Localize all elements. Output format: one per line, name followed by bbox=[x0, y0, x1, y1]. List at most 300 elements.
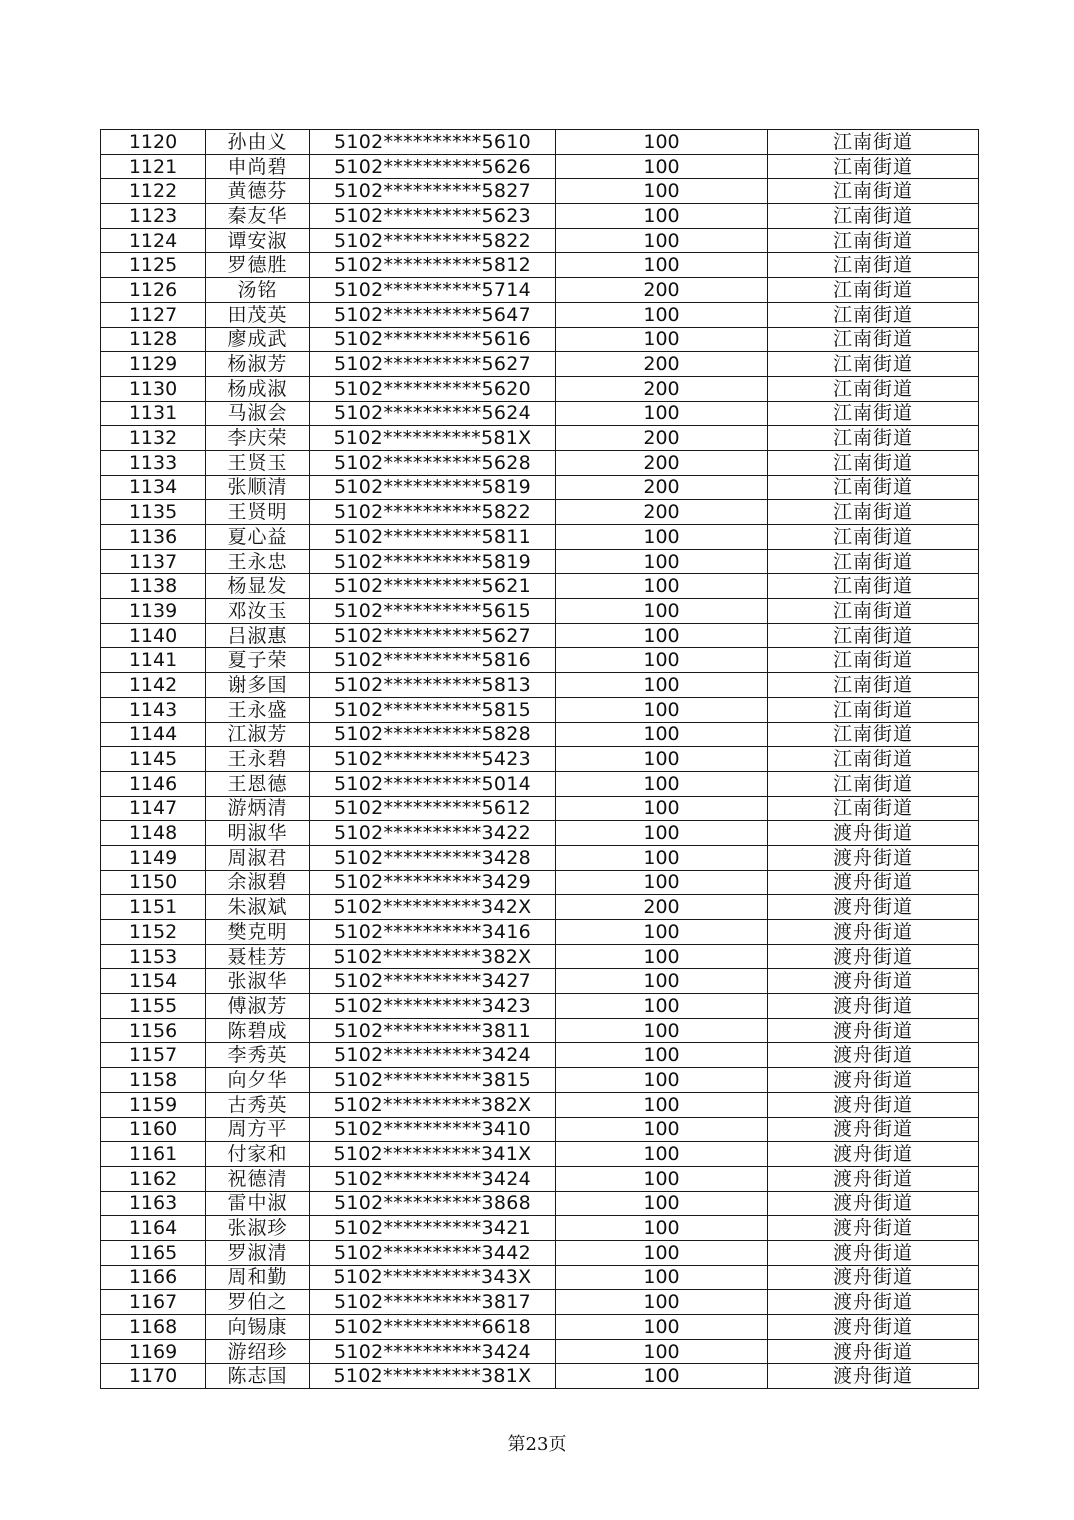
street-cell: 渡舟街道 bbox=[768, 1043, 979, 1068]
amount-cell: 100 bbox=[556, 747, 768, 772]
street-cell: 渡舟街道 bbox=[768, 920, 979, 945]
table-row bbox=[101, 673, 979, 698]
street-cell: 渡舟街道 bbox=[768, 1216, 979, 1241]
amount-cell: 100 bbox=[556, 623, 768, 648]
street-cell: 渡舟街道 bbox=[768, 994, 979, 1019]
row-number-cell: 1154 bbox=[101, 969, 206, 994]
name-cell: 王恩德 bbox=[206, 771, 310, 796]
table-row bbox=[101, 722, 979, 747]
amount-cell: 100 bbox=[556, 1364, 768, 1389]
name-cell: 周淑君 bbox=[206, 845, 310, 870]
name-cell: 祝德清 bbox=[206, 1166, 310, 1191]
table-row bbox=[101, 771, 979, 796]
id-number-cell: 5102**********5610 bbox=[310, 130, 556, 155]
street-cell: 江南街道 bbox=[768, 327, 979, 352]
row-number-cell: 1134 bbox=[101, 475, 206, 500]
table-row bbox=[101, 376, 979, 401]
name-cell: 罗淑清 bbox=[206, 1240, 310, 1265]
id-number-cell: 5102**********5828 bbox=[310, 722, 556, 747]
table-row bbox=[101, 179, 979, 204]
id-number-cell: 5102**********5822 bbox=[310, 500, 556, 525]
row-number-cell: 1129 bbox=[101, 352, 206, 377]
street-cell: 江南街道 bbox=[768, 599, 979, 624]
name-cell: 余淑碧 bbox=[206, 870, 310, 895]
id-number-cell: 5102**********3424 bbox=[310, 1043, 556, 1068]
amount-cell: 200 bbox=[556, 376, 768, 401]
id-number-cell: 5102**********5827 bbox=[310, 179, 556, 204]
row-number-cell: 1124 bbox=[101, 228, 206, 253]
street-cell: 渡舟街道 bbox=[768, 1290, 979, 1315]
name-cell: 陈碧成 bbox=[206, 1018, 310, 1043]
id-number-cell: 5102**********3868 bbox=[310, 1191, 556, 1216]
name-cell: 周和勤 bbox=[206, 1265, 310, 1290]
id-number-cell: 5102**********5815 bbox=[310, 697, 556, 722]
table-row bbox=[101, 204, 979, 229]
table-row bbox=[101, 1068, 979, 1093]
row-number-cell: 1136 bbox=[101, 525, 206, 550]
id-number-cell: 5102**********5628 bbox=[310, 450, 556, 475]
amount-cell: 100 bbox=[556, 1142, 768, 1167]
row-number-cell: 1165 bbox=[101, 1240, 206, 1265]
table-row bbox=[101, 796, 979, 821]
row-number-cell: 1157 bbox=[101, 1043, 206, 1068]
table-row bbox=[101, 599, 979, 624]
id-number-cell: 5102**********5816 bbox=[310, 648, 556, 673]
amount-cell: 100 bbox=[556, 1290, 768, 1315]
amount-cell: 100 bbox=[556, 944, 768, 969]
row-number-cell: 1139 bbox=[101, 599, 206, 624]
id-number-cell: 5102**********3815 bbox=[310, 1068, 556, 1093]
amount-cell: 100 bbox=[556, 228, 768, 253]
id-number-cell: 5102**********5014 bbox=[310, 771, 556, 796]
table-row bbox=[101, 697, 979, 722]
table-row bbox=[101, 500, 979, 525]
table-row bbox=[101, 401, 979, 426]
street-cell: 江南街道 bbox=[768, 352, 979, 377]
street-cell: 江南街道 bbox=[768, 278, 979, 303]
row-number-cell: 1122 bbox=[101, 179, 206, 204]
table-row bbox=[101, 1191, 979, 1216]
street-cell: 渡舟街道 bbox=[768, 1240, 979, 1265]
table-row bbox=[101, 327, 979, 352]
id-number-cell: 5102**********5624 bbox=[310, 401, 556, 426]
street-cell: 江南街道 bbox=[768, 302, 979, 327]
table-row bbox=[101, 253, 979, 278]
table-row bbox=[101, 228, 979, 253]
row-number-cell: 1168 bbox=[101, 1315, 206, 1340]
amount-cell: 100 bbox=[556, 599, 768, 624]
amount-cell: 100 bbox=[556, 302, 768, 327]
name-cell: 罗德胜 bbox=[206, 253, 310, 278]
id-number-cell: 5102**********5714 bbox=[310, 278, 556, 303]
id-number-cell: 5102**********5620 bbox=[310, 376, 556, 401]
id-number-cell: 5102**********5627 bbox=[310, 623, 556, 648]
row-number-cell: 1128 bbox=[101, 327, 206, 352]
id-number-cell: 5102**********581X bbox=[310, 426, 556, 451]
street-cell: 渡舟街道 bbox=[768, 821, 979, 846]
table-row bbox=[101, 623, 979, 648]
amount-cell: 100 bbox=[556, 920, 768, 945]
name-cell: 汤铭 bbox=[206, 278, 310, 303]
table-row bbox=[101, 1142, 979, 1167]
amount-cell: 100 bbox=[556, 1043, 768, 1068]
row-number-cell: 1120 bbox=[101, 130, 206, 155]
row-number-cell: 1133 bbox=[101, 450, 206, 475]
street-cell: 江南街道 bbox=[768, 228, 979, 253]
amount-cell: 100 bbox=[556, 204, 768, 229]
amount-cell: 100 bbox=[556, 549, 768, 574]
name-cell: 张顺清 bbox=[206, 475, 310, 500]
row-number-cell: 1170 bbox=[101, 1364, 206, 1389]
table-row bbox=[101, 821, 979, 846]
amount-cell: 100 bbox=[556, 1092, 768, 1117]
id-number-cell: 5102**********3424 bbox=[310, 1339, 556, 1364]
amount-cell: 100 bbox=[556, 697, 768, 722]
name-cell: 雷中淑 bbox=[206, 1191, 310, 1216]
street-cell: 江南街道 bbox=[768, 623, 979, 648]
street-cell: 渡舟街道 bbox=[768, 1364, 979, 1389]
row-number-cell: 1160 bbox=[101, 1117, 206, 1142]
name-cell: 向锡康 bbox=[206, 1315, 310, 1340]
name-cell: 付家和 bbox=[206, 1142, 310, 1167]
amount-cell: 100 bbox=[556, 969, 768, 994]
id-number-cell: 5102**********3817 bbox=[310, 1290, 556, 1315]
street-cell: 江南街道 bbox=[768, 673, 979, 698]
amount-cell: 200 bbox=[556, 500, 768, 525]
roster-table-body bbox=[101, 130, 979, 1389]
amount-cell: 100 bbox=[556, 821, 768, 846]
row-number-cell: 1126 bbox=[101, 278, 206, 303]
row-number-cell: 1159 bbox=[101, 1092, 206, 1117]
table-row bbox=[101, 969, 979, 994]
id-number-cell: 5102**********6618 bbox=[310, 1315, 556, 1340]
table-row bbox=[101, 426, 979, 451]
id-number-cell: 5102**********5621 bbox=[310, 574, 556, 599]
name-cell: 罗伯之 bbox=[206, 1290, 310, 1315]
table-row bbox=[101, 574, 979, 599]
id-number-cell: 5102**********5623 bbox=[310, 204, 556, 229]
street-cell: 江南街道 bbox=[768, 475, 979, 500]
table-row bbox=[101, 648, 979, 673]
id-number-cell: 5102**********3416 bbox=[310, 920, 556, 945]
table-row bbox=[101, 154, 979, 179]
street-cell: 渡舟街道 bbox=[768, 895, 979, 920]
row-number-cell: 1137 bbox=[101, 549, 206, 574]
row-number-cell: 1142 bbox=[101, 673, 206, 698]
row-number-cell: 1155 bbox=[101, 994, 206, 1019]
id-number-cell: 5102**********5813 bbox=[310, 673, 556, 698]
amount-cell: 100 bbox=[556, 179, 768, 204]
street-cell: 江南街道 bbox=[768, 697, 979, 722]
amount-cell: 200 bbox=[556, 426, 768, 451]
name-cell: 朱淑斌 bbox=[206, 895, 310, 920]
name-cell: 谭安淑 bbox=[206, 228, 310, 253]
amount-cell: 200 bbox=[556, 450, 768, 475]
id-number-cell: 5102**********5819 bbox=[310, 549, 556, 574]
amount-cell: 100 bbox=[556, 796, 768, 821]
street-cell: 渡舟街道 bbox=[768, 1018, 979, 1043]
street-cell: 江南街道 bbox=[768, 253, 979, 278]
name-cell: 田茂英 bbox=[206, 302, 310, 327]
name-cell: 李秀英 bbox=[206, 1043, 310, 1068]
name-cell: 陈志国 bbox=[206, 1364, 310, 1389]
amount-cell: 100 bbox=[556, 673, 768, 698]
row-number-cell: 1127 bbox=[101, 302, 206, 327]
table-row bbox=[101, 895, 979, 920]
row-number-cell: 1123 bbox=[101, 204, 206, 229]
row-number-cell: 1164 bbox=[101, 1216, 206, 1241]
amount-cell: 200 bbox=[556, 278, 768, 303]
table-row bbox=[101, 278, 979, 303]
name-cell: 王贤玉 bbox=[206, 450, 310, 475]
table-row bbox=[101, 1092, 979, 1117]
table-row bbox=[101, 994, 979, 1019]
row-number-cell: 1151 bbox=[101, 895, 206, 920]
row-number-cell: 1166 bbox=[101, 1265, 206, 1290]
amount-cell: 100 bbox=[556, 722, 768, 747]
name-cell: 邓汝玉 bbox=[206, 599, 310, 624]
row-number-cell: 1140 bbox=[101, 623, 206, 648]
id-number-cell: 5102**********381X bbox=[310, 1364, 556, 1389]
name-cell: 向夕华 bbox=[206, 1068, 310, 1093]
name-cell: 江淑芳 bbox=[206, 722, 310, 747]
id-number-cell: 5102**********343X bbox=[310, 1265, 556, 1290]
name-cell: 古秀英 bbox=[206, 1092, 310, 1117]
table-row bbox=[101, 845, 979, 870]
name-cell: 李庆荣 bbox=[206, 426, 310, 451]
street-cell: 江南街道 bbox=[768, 179, 979, 204]
table-row bbox=[101, 450, 979, 475]
row-number-cell: 1141 bbox=[101, 648, 206, 673]
row-number-cell: 1167 bbox=[101, 1290, 206, 1315]
amount-cell: 100 bbox=[556, 771, 768, 796]
street-cell: 江南街道 bbox=[768, 549, 979, 574]
table-row bbox=[101, 1018, 979, 1043]
row-number-cell: 1149 bbox=[101, 845, 206, 870]
id-number-cell: 5102**********382X bbox=[310, 944, 556, 969]
row-number-cell: 1158 bbox=[101, 1068, 206, 1093]
street-cell: 渡舟街道 bbox=[768, 1142, 979, 1167]
name-cell: 马淑会 bbox=[206, 401, 310, 426]
street-cell: 江南街道 bbox=[768, 771, 979, 796]
name-cell: 谢多国 bbox=[206, 673, 310, 698]
street-cell: 江南街道 bbox=[768, 648, 979, 673]
table-row bbox=[101, 920, 979, 945]
name-cell: 王贤明 bbox=[206, 500, 310, 525]
id-number-cell: 5102**********5615 bbox=[310, 599, 556, 624]
name-cell: 王永忠 bbox=[206, 549, 310, 574]
amount-cell: 100 bbox=[556, 130, 768, 155]
id-number-cell: 5102**********5812 bbox=[310, 253, 556, 278]
name-cell: 张淑华 bbox=[206, 969, 310, 994]
street-cell: 渡舟街道 bbox=[768, 1068, 979, 1093]
street-cell: 江南街道 bbox=[768, 574, 979, 599]
row-number-cell: 1152 bbox=[101, 920, 206, 945]
row-number-cell: 1148 bbox=[101, 821, 206, 846]
row-number-cell: 1125 bbox=[101, 253, 206, 278]
row-number-cell: 1135 bbox=[101, 500, 206, 525]
street-cell: 江南街道 bbox=[768, 401, 979, 426]
amount-cell: 200 bbox=[556, 475, 768, 500]
name-cell: 吕淑惠 bbox=[206, 623, 310, 648]
name-cell: 傅淑芳 bbox=[206, 994, 310, 1019]
id-number-cell: 5102**********3427 bbox=[310, 969, 556, 994]
row-number-cell: 1153 bbox=[101, 944, 206, 969]
amount-cell: 100 bbox=[556, 994, 768, 1019]
id-number-cell: 5102**********382X bbox=[310, 1092, 556, 1117]
street-cell: 江南街道 bbox=[768, 130, 979, 155]
street-cell: 江南街道 bbox=[768, 204, 979, 229]
street-cell: 江南街道 bbox=[768, 525, 979, 550]
name-cell: 杨成淑 bbox=[206, 376, 310, 401]
amount-cell: 100 bbox=[556, 1191, 768, 1216]
street-cell: 渡舟街道 bbox=[768, 944, 979, 969]
row-number-cell: 1156 bbox=[101, 1018, 206, 1043]
amount-cell: 100 bbox=[556, 1265, 768, 1290]
table-row bbox=[101, 1364, 979, 1389]
street-cell: 江南街道 bbox=[768, 722, 979, 747]
amount-cell: 100 bbox=[556, 1315, 768, 1340]
table-row bbox=[101, 1315, 979, 1340]
table-row bbox=[101, 1290, 979, 1315]
amount-cell: 100 bbox=[556, 525, 768, 550]
name-cell: 王永盛 bbox=[206, 697, 310, 722]
table-row bbox=[101, 944, 979, 969]
row-number-cell: 1144 bbox=[101, 722, 206, 747]
id-number-cell: 5102**********5819 bbox=[310, 475, 556, 500]
table-row bbox=[101, 1043, 979, 1068]
id-number-cell: 5102**********3422 bbox=[310, 821, 556, 846]
table-row bbox=[101, 1339, 979, 1364]
table-row bbox=[101, 1216, 979, 1241]
street-cell: 渡舟街道 bbox=[768, 1339, 979, 1364]
table-row bbox=[101, 1166, 979, 1191]
street-cell: 渡舟街道 bbox=[768, 1191, 979, 1216]
amount-cell: 100 bbox=[556, 253, 768, 278]
page-number: 第23页 bbox=[507, 1434, 567, 1455]
amount-cell: 200 bbox=[556, 895, 768, 920]
street-cell: 渡舟街道 bbox=[768, 1166, 979, 1191]
row-number-cell: 1150 bbox=[101, 870, 206, 895]
id-number-cell: 5102**********5647 bbox=[310, 302, 556, 327]
street-cell: 江南街道 bbox=[768, 796, 979, 821]
table-row bbox=[101, 352, 979, 377]
row-number-cell: 1131 bbox=[101, 401, 206, 426]
row-number-cell: 1130 bbox=[101, 376, 206, 401]
amount-cell: 100 bbox=[556, 1216, 768, 1241]
id-number-cell: 5102**********3442 bbox=[310, 1240, 556, 1265]
name-cell: 申尚碧 bbox=[206, 154, 310, 179]
amount-cell: 100 bbox=[556, 1018, 768, 1043]
table-row bbox=[101, 549, 979, 574]
amount-cell: 200 bbox=[556, 352, 768, 377]
id-number-cell: 5102**********5612 bbox=[310, 796, 556, 821]
name-cell: 樊克明 bbox=[206, 920, 310, 945]
table-row bbox=[101, 870, 979, 895]
amount-cell: 100 bbox=[556, 1166, 768, 1191]
row-number-cell: 1161 bbox=[101, 1142, 206, 1167]
amount-cell: 100 bbox=[556, 1339, 768, 1364]
row-number-cell: 1163 bbox=[101, 1191, 206, 1216]
name-cell: 明淑华 bbox=[206, 821, 310, 846]
id-number-cell: 5102**********5423 bbox=[310, 747, 556, 772]
table-row bbox=[101, 130, 979, 155]
street-cell: 渡舟街道 bbox=[768, 969, 979, 994]
row-number-cell: 1132 bbox=[101, 426, 206, 451]
id-number-cell: 5102**********5616 bbox=[310, 327, 556, 352]
id-number-cell: 5102**********3423 bbox=[310, 994, 556, 1019]
name-cell: 张淑珍 bbox=[206, 1216, 310, 1241]
amount-cell: 100 bbox=[556, 401, 768, 426]
street-cell: 江南街道 bbox=[768, 154, 979, 179]
street-cell: 江南街道 bbox=[768, 747, 979, 772]
id-number-cell: 5102**********3421 bbox=[310, 1216, 556, 1241]
row-number-cell: 1146 bbox=[101, 771, 206, 796]
street-cell: 渡舟街道 bbox=[768, 1315, 979, 1340]
id-number-cell: 5102**********5811 bbox=[310, 525, 556, 550]
id-number-cell: 5102**********5627 bbox=[310, 352, 556, 377]
amount-cell: 100 bbox=[556, 154, 768, 179]
id-number-cell: 5102**********3429 bbox=[310, 870, 556, 895]
id-number-cell: 5102**********5822 bbox=[310, 228, 556, 253]
street-cell: 渡舟街道 bbox=[768, 1265, 979, 1290]
amount-cell: 100 bbox=[556, 870, 768, 895]
row-number-cell: 1145 bbox=[101, 747, 206, 772]
table-row bbox=[101, 475, 979, 500]
name-cell: 游绍珍 bbox=[206, 1339, 310, 1364]
amount-cell: 100 bbox=[556, 327, 768, 352]
street-cell: 江南街道 bbox=[768, 500, 979, 525]
row-number-cell: 1162 bbox=[101, 1166, 206, 1191]
row-number-cell: 1169 bbox=[101, 1339, 206, 1364]
street-cell: 渡舟街道 bbox=[768, 1117, 979, 1142]
amount-cell: 100 bbox=[556, 1117, 768, 1142]
row-number-cell: 1143 bbox=[101, 697, 206, 722]
table-row bbox=[101, 1117, 979, 1142]
name-cell: 夏心益 bbox=[206, 525, 310, 550]
row-number-cell: 1138 bbox=[101, 574, 206, 599]
street-cell: 渡舟街道 bbox=[768, 1092, 979, 1117]
name-cell: 孙由义 bbox=[206, 130, 310, 155]
id-number-cell: 5102**********341X bbox=[310, 1142, 556, 1167]
roster-table bbox=[100, 129, 979, 1389]
table-row bbox=[101, 302, 979, 327]
table-row bbox=[101, 525, 979, 550]
street-cell: 江南街道 bbox=[768, 450, 979, 475]
id-number-cell: 5102**********3424 bbox=[310, 1166, 556, 1191]
table-row bbox=[101, 1265, 979, 1290]
id-number-cell: 5102**********3428 bbox=[310, 845, 556, 870]
name-cell: 黄德芬 bbox=[206, 179, 310, 204]
amount-cell: 100 bbox=[556, 648, 768, 673]
street-cell: 渡舟街道 bbox=[768, 870, 979, 895]
name-cell: 廖成武 bbox=[206, 327, 310, 352]
name-cell: 王永碧 bbox=[206, 747, 310, 772]
street-cell: 江南街道 bbox=[768, 426, 979, 451]
row-number-cell: 1121 bbox=[101, 154, 206, 179]
amount-cell: 100 bbox=[556, 845, 768, 870]
amount-cell: 100 bbox=[556, 1068, 768, 1093]
id-number-cell: 5102**********3811 bbox=[310, 1018, 556, 1043]
street-cell: 渡舟街道 bbox=[768, 845, 979, 870]
table-row bbox=[101, 1240, 979, 1265]
id-number-cell: 5102**********3410 bbox=[310, 1117, 556, 1142]
name-cell: 杨淑芳 bbox=[206, 352, 310, 377]
name-cell: 周方平 bbox=[206, 1117, 310, 1142]
row-number-cell: 1147 bbox=[101, 796, 206, 821]
name-cell: 秦友华 bbox=[206, 204, 310, 229]
table-row bbox=[101, 747, 979, 772]
